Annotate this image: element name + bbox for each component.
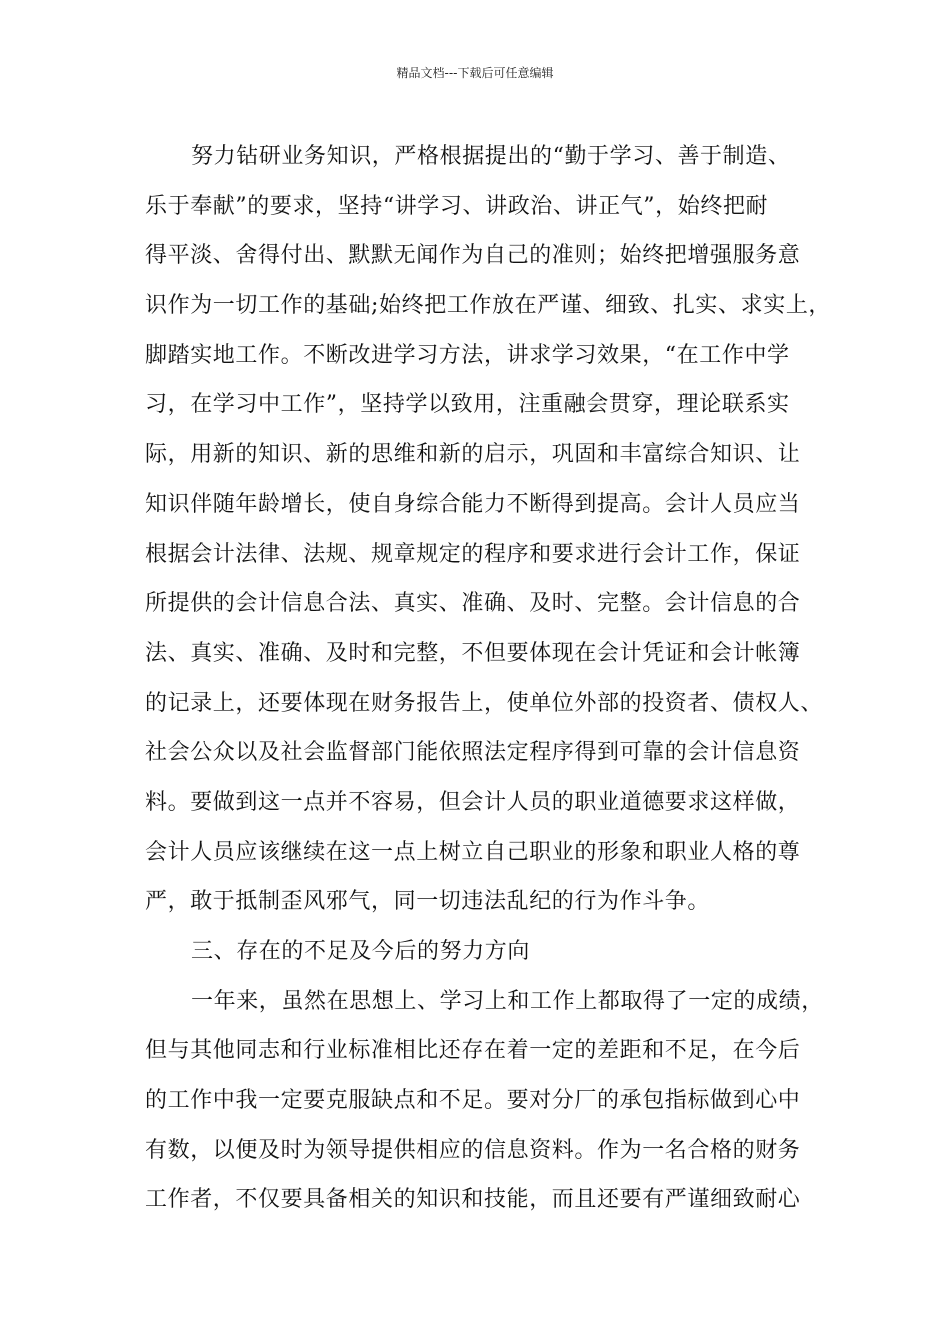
- text-line: 工作者，不仅要具备相关的知识和技能，而且还要有严谨细致耐心: [145, 1187, 801, 1213]
- text-line: 习，在学习中工作”，坚持学以致用，注重融会贯穿，理论联系实: [145, 392, 790, 418]
- text-line: 得平淡、舍得付出、默默无闻作为自己的准则；始终把增强服务意: [145, 243, 801, 269]
- text-line: 根据会计法律、法规、规章规定的程序和要求进行会计工作，保证: [145, 541, 801, 567]
- text-line: 法、真实、准确、及时和完整，不但要体现在会计凭证和会计帐簿: [145, 640, 801, 666]
- text-line: 社会公众以及社会监督部门能依照法定程序得到可靠的会计信息资: [145, 740, 801, 766]
- text-line: 的工作中我一定要克服缺点和不足。要对分厂的承包指标做到心中: [145, 1088, 801, 1114]
- text-line: 识作为一切工作的基础;始终把工作放在严谨、细致、扎实、求实上，: [145, 293, 832, 319]
- text-line: 但与其他同志和行业标准相比还存在着一定的差距和不足，在今后: [145, 1038, 801, 1064]
- text-line: 会计人员应该继续在这一点上树立自己职业的形象和职业人格的尊: [145, 839, 801, 865]
- text-line: 严，敢于抵制歪风邪气，同一切违法乱纪的行为作斗争。: [145, 889, 711, 915]
- text-line: 三、存在的不足及今后的努力方向: [191, 939, 531, 964]
- text-line: 一年来，虽然在思想上、学习上和工作上都取得了一定的成绩，: [191, 988, 824, 1014]
- document-body: [145, 132, 832, 1225]
- text-line: 有数，以便及时为领导提供相应的信息资料。作为一名合格的财务: [145, 1137, 801, 1163]
- text-line: 乐于奉献”的要求，坚持“讲学习、讲政治、讲正气”，始终把耐: [145, 193, 769, 219]
- text-line: 际，用新的知识、新的思维和新的启示，巩固和丰富综合知识、让: [145, 442, 801, 468]
- text-line: 料。要做到这一点并不容易，但会计人员的职业道德要求这样做，: [145, 789, 801, 815]
- text-line: 知识伴随年龄增长，使自身综合能力不断得到提高。会计人员应当: [145, 491, 801, 517]
- text-line: 脚踏实地工作。不断改进学习方法，讲求学习效果，“在工作中学: [145, 342, 790, 368]
- text-line: 的记录上，还要体现在财务报告上，使单位外部的投资者、债权人、: [145, 690, 824, 716]
- text-line: 努力钻研业务知识，严格根据提出的“勤于学习、善于制造、: [191, 144, 791, 169]
- text-line: 所提供的会计信息合法、真实、准确、及时、完整。会计信息的合: [145, 591, 801, 617]
- page-header: 精品文档---下载后可任意编辑: [396, 66, 554, 80]
